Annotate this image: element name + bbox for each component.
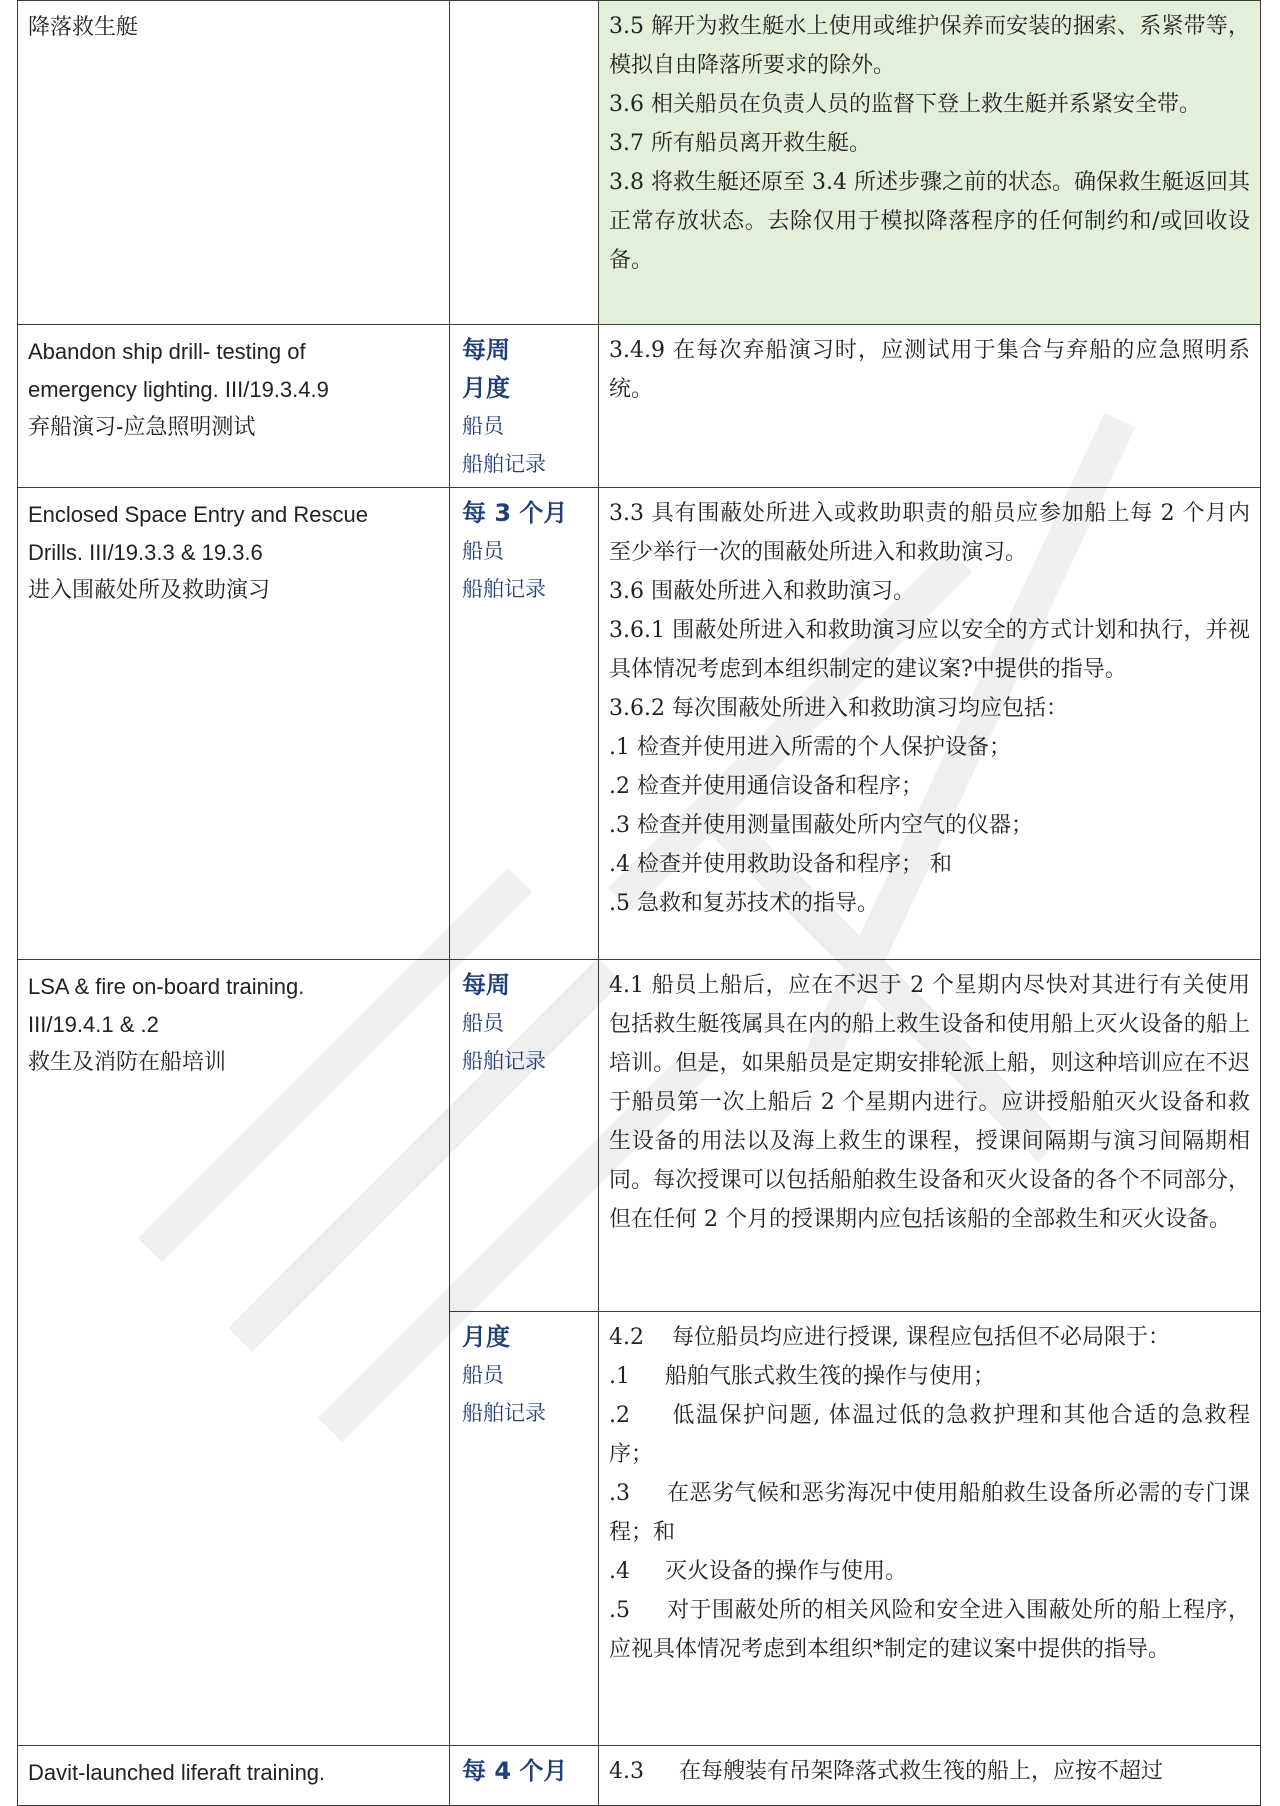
requirement-paragraph: .1 检查并使用进入所需的个人保护设备； xyxy=(609,735,1011,760)
requirement-paragraph: 3.6 相关船员在负责人员的监督下登上救生艇并系紧安全带。 xyxy=(609,92,1201,117)
requirement-paragraph: 4.1 船员上船后，应在不迟于 2 个星期内尽快对其进行有关使用包括救生艇筏属具在内的船上救生设备和使用船上灭火设备的船上培训。但是，如果船员是定期安排轮派上船，则这种培训应在不迟于船员第一次上船后 2 个星期内进行。应讲授船舶灭火设备和救生设备的用法以及海上救生的课程，授课间隔期与演习间隔期相同。每次授课可以包括船舶救生设备和灭火设备的各个不同部分，但在任何 2 个月的授课期内应包括该船的全部救生和灭火设备。 xyxy=(609,973,1250,1232)
requirement-cell xyxy=(599,960,1261,1312)
requirement-paragraph: 3.3 具有围蔽处所进入或救助职责的船员应参加船上每 2 个月内至少举行一次的围蔽处所进入和救助演习。 xyxy=(609,501,1250,565)
activity-en: LSA & fire on-board training. xyxy=(28,974,305,999)
requirement-paragraph: .3 在恶劣气候和恶劣海况中使用船舶救生设备所必需的专门课程；和 xyxy=(609,1481,1250,1545)
requirement-paragraph: 3.6 围蔽处所进入和救助演习。 xyxy=(609,579,915,604)
activity-en: Davit-launched liferaft training. xyxy=(28,1760,326,1785)
responsible-label: 船员 xyxy=(462,1011,504,1035)
frequency-label: 月度 xyxy=(462,1323,510,1351)
frequency-label: 每周 xyxy=(462,336,510,364)
activity-zh: 弃船演习-应急照明测试 xyxy=(28,415,256,440)
activity-zh: 降落救生艇 xyxy=(28,15,139,40)
drill-requirements-table xyxy=(17,0,1261,1806)
requirement-paragraph: 4.2 每位船员均应进行授课, 课程应包括但不必局限于： xyxy=(609,1325,1170,1350)
frequency-label: 月度 xyxy=(462,374,510,402)
requirement-paragraph: .5 急救和复苏技术的指导。 xyxy=(609,891,879,916)
requirement-paragraph: .5 对于围蔽处所的相关风险和安全进入围蔽处所的船上程序，应视具体情况考虑到本组织*制定的建议案中提供的指导。 xyxy=(609,1598,1250,1662)
responsible-label: 船员 xyxy=(462,539,504,563)
record-label: 船舶记录 xyxy=(462,1049,546,1073)
requirement-paragraph: 4.3 在每艘装有吊架降落式救生筏的船上，应按不超过 xyxy=(609,1759,1163,1784)
table-row xyxy=(18,488,1261,960)
activity-en: Enclosed Space Entry and Rescue xyxy=(28,502,368,527)
record-label: 船舶记录 xyxy=(462,452,546,476)
record-label: 船舶记录 xyxy=(462,577,546,601)
activity-cell xyxy=(18,325,450,488)
requirement-cell xyxy=(599,1312,1261,1746)
requirement-paragraph: .4 灭火设备的操作与使用。 xyxy=(609,1559,907,1584)
requirement-paragraph: 3.7 所有船员离开救生艇。 xyxy=(609,131,871,156)
frequency-cell xyxy=(450,325,599,488)
frequency-cell xyxy=(450,1,599,325)
activity-zh: 进入围蔽处所及救助演习 xyxy=(28,578,271,603)
frequency-cell xyxy=(450,488,599,960)
requirement-paragraph: 3.4.9 在每次弃船演习时，应测试用于集合与弃船的应急照明系统。 xyxy=(609,338,1250,402)
frequency-cell xyxy=(450,1312,599,1746)
requirement-paragraph: 3.5 解开为救生艇水上使用或维护保养而安装的捆索、系紧带等，模拟自由降落所要求的除外。 xyxy=(609,14,1250,78)
requirement-paragraph: .2 低温保护问题, 体温过低的急救护理和其他合适的急救程序； xyxy=(609,1403,1250,1467)
activity-en: III/19.4.1 & .2 xyxy=(28,1012,159,1037)
record-label: 船舶记录 xyxy=(462,1401,546,1425)
activity-cell xyxy=(18,1,450,325)
activity-cell xyxy=(18,960,450,1746)
requirement-paragraph: .2 检查并使用通信设备和程序； xyxy=(609,774,923,799)
requirement-paragraph: .4 检查并使用救助设备和程序； 和 xyxy=(609,852,952,877)
requirement-paragraph: .3 检查并使用测量围蔽处所内空气的仪器； xyxy=(609,813,1033,838)
requirement-cell xyxy=(599,1,1261,325)
activity-cell xyxy=(18,488,450,960)
requirement-cell xyxy=(599,325,1261,488)
requirement-paragraph: .1 船舶气胀式救生筏的操作与使用； xyxy=(609,1364,995,1389)
frequency-label: 每周 xyxy=(462,971,510,999)
activity-en: emergency lighting. III/19.3.4.9 xyxy=(28,377,329,402)
frequency-label: 每 4 个月 xyxy=(462,1757,568,1785)
table-row xyxy=(18,960,1261,1312)
table-row xyxy=(18,1,1261,325)
responsible-label: 船员 xyxy=(462,1363,504,1387)
activity-zh: 救生及消防在船培训 xyxy=(28,1050,227,1075)
activity-en: Drills. III/19.3.3 & 19.3.6 xyxy=(28,540,263,565)
frequency-cell xyxy=(450,960,599,1312)
requirement-paragraph: 3.6.1 围蔽处所进入和救助演习应以安全的方式计划和执行，并视具体情况考虑到本组织制定的建议案?中提供的指导。 xyxy=(609,618,1250,682)
frequency-label: 每 3 个月 xyxy=(462,499,568,527)
responsible-label: 船员 xyxy=(462,414,504,438)
requirement-paragraph: 3.8 将救生艇还原至 3.4 所述步骤之前的状态。确保救生艇返回其正常存放状态。去除仅用于模拟降落程序的任何制约和/或回收设备。 xyxy=(609,170,1250,273)
table-row xyxy=(18,325,1261,488)
activity-en: Abandon ship drill- testing of xyxy=(28,339,306,364)
requirement-cell xyxy=(599,488,1261,960)
requirement-paragraph: 3.6.2 每次围蔽处所进入和救助演习均应包括： xyxy=(609,696,1068,721)
